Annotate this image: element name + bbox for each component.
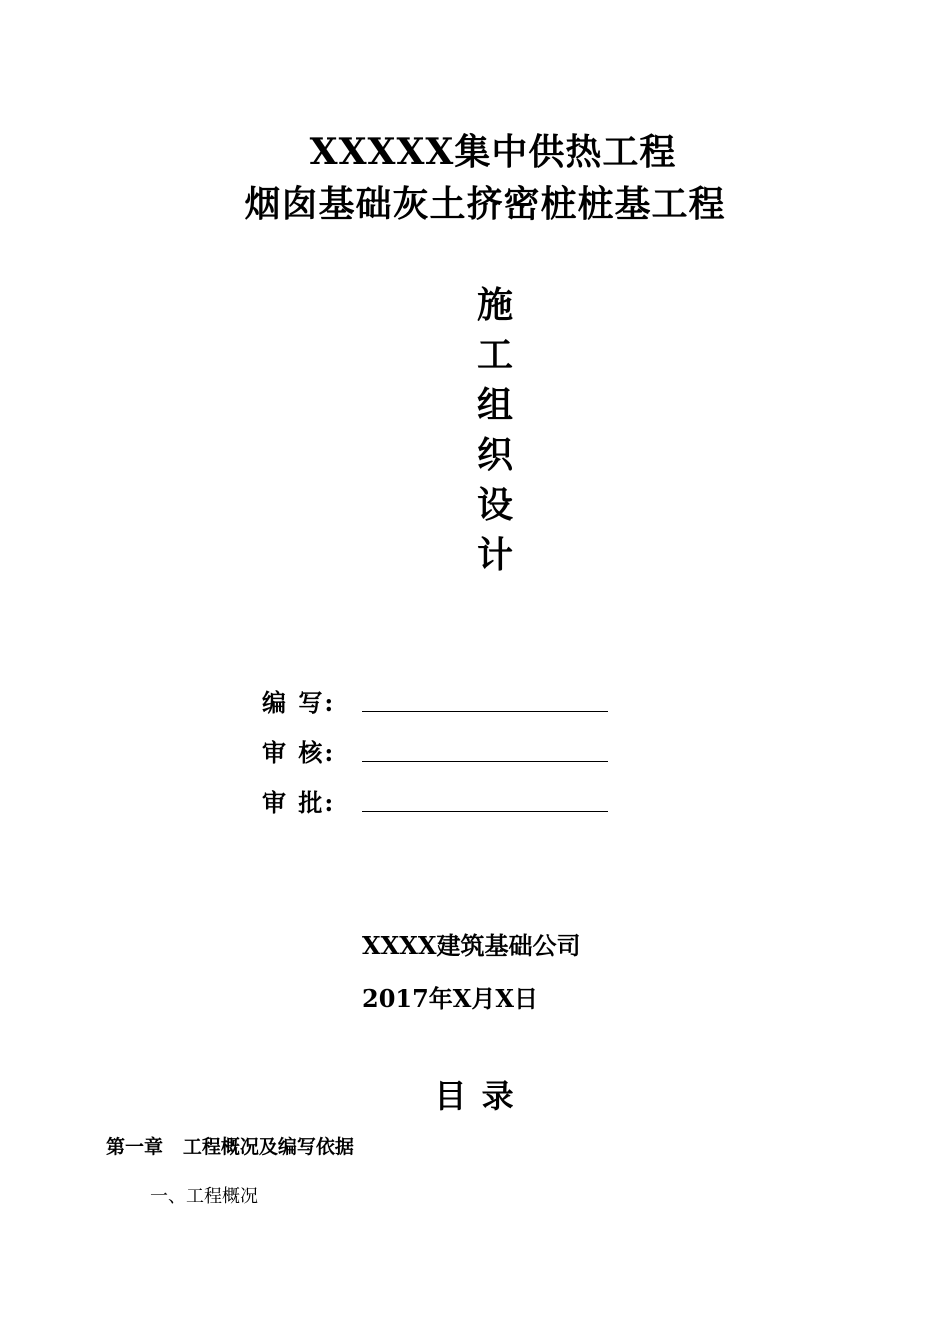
toc-heading: 目 录: [434, 1077, 516, 1115]
document-type-char: 施: [476, 284, 513, 326]
toc-section-item: 一、工程概况: [150, 1186, 258, 1207]
signature-label: 编 写:: [262, 687, 336, 717]
document-type-char: 织: [476, 434, 513, 476]
company-name: XXXX建筑基础公司: [362, 931, 581, 960]
signature-label: 审 批:: [262, 787, 336, 817]
toc-chapter-item: 第一章 工程概况及编写依据: [106, 1136, 354, 1158]
document-type-char: 计: [476, 534, 513, 576]
signature-row-approver: [262, 780, 608, 820]
document-type-title: [470, 280, 520, 580]
signature-line: [362, 689, 608, 712]
project-subtitle: 烟囱基础灰土挤密桩桩基工程: [244, 183, 726, 225]
document-date: 2017年X月X日: [362, 984, 539, 1013]
signature-line: [362, 789, 608, 812]
project-title: XXXXX集中供热工程: [309, 131, 677, 173]
signature-row-writer: [262, 680, 608, 720]
signature-label: 审 核:: [262, 737, 336, 767]
signature-row-reviewer: [262, 730, 608, 770]
document-type-char: 设: [476, 484, 513, 526]
document-type-char: 组: [476, 384, 513, 426]
document-type-char: 工: [476, 334, 513, 376]
signature-line: [362, 739, 608, 762]
